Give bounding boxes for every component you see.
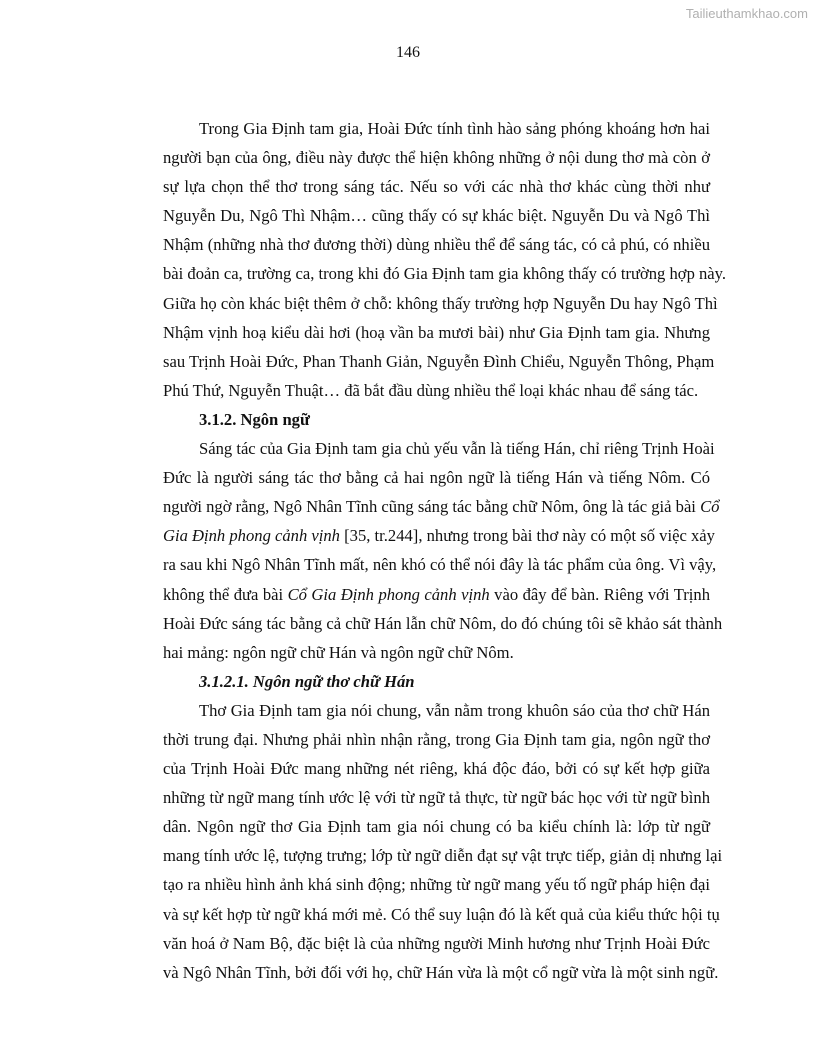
text-line <box>163 841 723 870</box>
text-segment: những từ ngữ mang tính ước lệ với từ ngữ tả thực, từ ngữ bác học với từ ngữ bình <box>163 788 710 808</box>
text-line <box>163 230 710 259</box>
text-segment: ra sau khi Ngô Nhân Tĩnh mất, nên khó có thể nói đây là tác phẩm của ông. Vì vậy, <box>163 555 717 575</box>
text-segment: Nguyễn Du, Ngô Thì Nhậm… cũng thấy có sự khác biệt. Nguyễn Du và Ngô Thì <box>163 206 710 226</box>
text-line <box>163 143 710 172</box>
text-segment: và sự kết hợp từ ngữ khá mới mẻ. Có thể suy luận đó là kết quả của kiểu thức hội tụ <box>163 904 720 924</box>
text-segment: người ngờ rằng, Ngô Nhân Tĩnh cũng sáng tác bằng chữ Nôm, ông là tác giả bài <box>163 497 701 517</box>
text-line <box>163 347 715 376</box>
text-segment: hai mảng: ngôn ngữ chữ Hán và ngôn ngữ chữ Nôm. <box>163 642 514 662</box>
text-segment: Phú Thứ, Nguyễn Thuật… đã bắt đầu dùng nhiều thể loại khác nhau để sáng tác. <box>163 380 699 400</box>
page-number: 146 <box>396 44 420 61</box>
text-segment: sau Trịnh Hoài Đức, Phan Thanh Giản, Nguyễn Đình Chiểu, Nguyễn Thông, Phạm <box>163 351 715 371</box>
text-line <box>163 870 710 899</box>
text-line <box>163 434 715 463</box>
text-segment: bài đoản ca, trường ca, trong khi đó Gia Định tam gia không thấy có trường hợp này. <box>163 264 727 284</box>
subsection-heading: 3.1.2.1. Ngôn ngữ thơ chữ Hán <box>199 671 415 691</box>
text-segment: [35, tr.244], nhưng trong bài thơ này có một số việc xảy <box>339 526 715 546</box>
text-segment: mang tính ước lệ, tượng trưng; lớp từ ngữ diễn đạt sự vật trực tiếp, giản dị nhưng lại <box>163 846 723 866</box>
text-line <box>163 609 723 638</box>
text-line <box>163 958 719 987</box>
text-segment: Nhậm (những nhà thơ đương thời) dùng nhiều thể để sáng tác, có cả phú, có nhiều <box>163 235 710 255</box>
text-segment: Đức là người sáng tác thơ bằng cả hai ngôn ngữ là tiếng Hán và tiếng Nôm. Có <box>163 468 710 488</box>
text-segment: người bạn của ông, điều này được thể hiện không những ở nội dung thơ mà còn ở <box>163 148 710 168</box>
text-line <box>163 696 710 725</box>
italic-title: Cổ Gia Định phong cảnh vịnh <box>287 584 490 604</box>
text-line <box>163 638 710 667</box>
text-line <box>163 376 710 405</box>
text-line <box>163 521 715 550</box>
text-segment: thời trung đại. Nhưng phải nhìn nhận rằng, trong Gia Định tam gia, ngôn ngữ thơ <box>163 729 710 749</box>
text-segment: Giữa họ còn khác biệt thêm ở chỗ: không thấy trường hợp Nguyễn Du hay Ngô Thì <box>163 293 718 313</box>
text-segment: tạo ra nhiều hình ảnh khá sinh động; những từ ngữ mang yếu tố ngữ pháp hiện đại <box>163 875 710 895</box>
paragraph <box>163 114 727 405</box>
text-line <box>163 550 717 579</box>
text-line <box>163 929 710 958</box>
text-line <box>163 725 710 754</box>
watermark: Tailieuthamkhao.com <box>685 6 808 21</box>
text-line <box>163 900 720 929</box>
text-line <box>163 318 710 347</box>
italic-title: Gia Định phong cảnh vịnh <box>163 526 340 546</box>
text-segment: vào đây để bàn. Riêng với Trịnh <box>489 584 711 604</box>
text-segment: Hoài Đức sáng tác bằng cả chữ Hán lẫn chữ Nôm, do đó chúng tôi sẽ khảo sát thành <box>163 613 723 633</box>
text-segment: của Trịnh Hoài Đức mang những nét riêng, khá độc đáo, bởi có sự kết hợp giữa <box>163 759 710 779</box>
text-line <box>163 783 710 812</box>
text-segment: không thể đưa bài <box>163 584 288 604</box>
text-segment: Trong Gia Định tam gia, Hoài Đức tính tình hào sảng phóng khoáng hơn hai <box>199 119 710 138</box>
paragraph <box>163 434 723 667</box>
document-body <box>163 114 727 987</box>
text-segment: Sáng tác của Gia Định tam gia chủ yếu vẫn là tiếng Hán, chỉ riêng Trịnh Hoài <box>199 439 715 459</box>
paragraph <box>163 696 723 987</box>
text-segment: dân. Ngôn ngữ thơ Gia Định tam gia nói chung có ba kiểu chính là: lớp từ ngữ <box>163 817 710 837</box>
text-line <box>163 172 710 201</box>
text-segment: sự lựa chọn thể thơ trong sáng tác. Nếu so với các nhà thơ khác cùng thời như <box>163 177 710 197</box>
text-line <box>163 289 718 318</box>
text-segment: văn hoá ở Nam Bộ, đặc biệt là của những người Minh hương như Trịnh Hoài Đức <box>163 933 710 953</box>
text-line <box>163 754 710 783</box>
text-segment: Thơ Gia Định tam gia nói chung, vẫn nằm trong khuôn sáo của thơ chữ Hán <box>199 700 710 720</box>
text-line <box>163 492 720 521</box>
text-line <box>163 259 727 288</box>
text-segment: Nhậm vịnh hoạ kiểu dài hơi (hoạ vần ba mươi bài) như Gia Định tam gia. Nhưng <box>163 322 710 342</box>
text-segment: và Ngô Nhân Tĩnh, bởi đối với họ, chữ Hán vừa là một cổ ngữ vừa là một sinh ngữ. <box>163 962 719 982</box>
text-line <box>163 463 710 492</box>
text-line <box>163 812 710 841</box>
text-line <box>163 580 710 609</box>
italic-title: Cổ <box>700 497 720 517</box>
text-line <box>163 201 710 230</box>
section-heading: 3.1.2. Ngôn ngữ <box>199 409 310 429</box>
text-line <box>163 114 710 143</box>
